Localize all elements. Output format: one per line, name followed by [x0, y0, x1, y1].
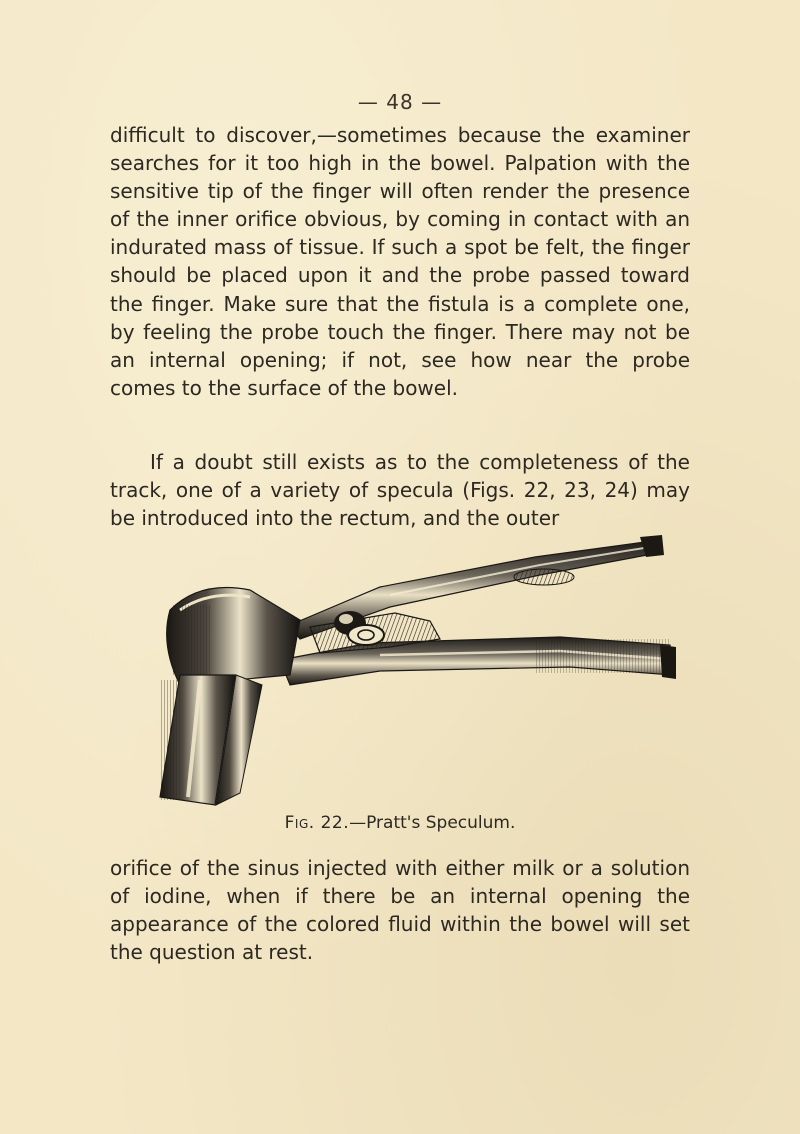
- paragraph-2: If a doubt still exists as to the completeness of the track, one of a variety of specula (Figs. 22, 23, 24) may be introduced into the rectum, and the outer: [110, 450, 690, 531]
- figure-label: Fig. 22.: [284, 813, 350, 833]
- paragraph-3: orifice of the sinus injected with either milk or a solution of iodine, when if there be an internal opening the appearance of the colored fluid within the bowel will set the question at rest.: [110, 856, 690, 965]
- speculum-engraving: [140, 535, 680, 810]
- figure-caption: [0, 813, 800, 833]
- page-number: — 48 —: [357, 90, 443, 114]
- speculum-illustration: [140, 535, 680, 810]
- figure-title: —Pratt's Speculum.: [349, 813, 516, 833]
- paragraph-1: difficult to discover,—sometimes because the examiner searches for it too high in the bowel. Palpation with the sensitive tip of the finger will often render the presence of the inner orifice obvious, by coming in contact with an indurated mass of tissue. If such a spot be felt, the finger should be placed upon it and the probe passed toward the finger. Make sure that the fistula is a complete one, by feeling the probe touch the finger. There may not be an internal opening; if not, see how near the probe comes to the surface of the bowel.: [110, 123, 690, 400]
